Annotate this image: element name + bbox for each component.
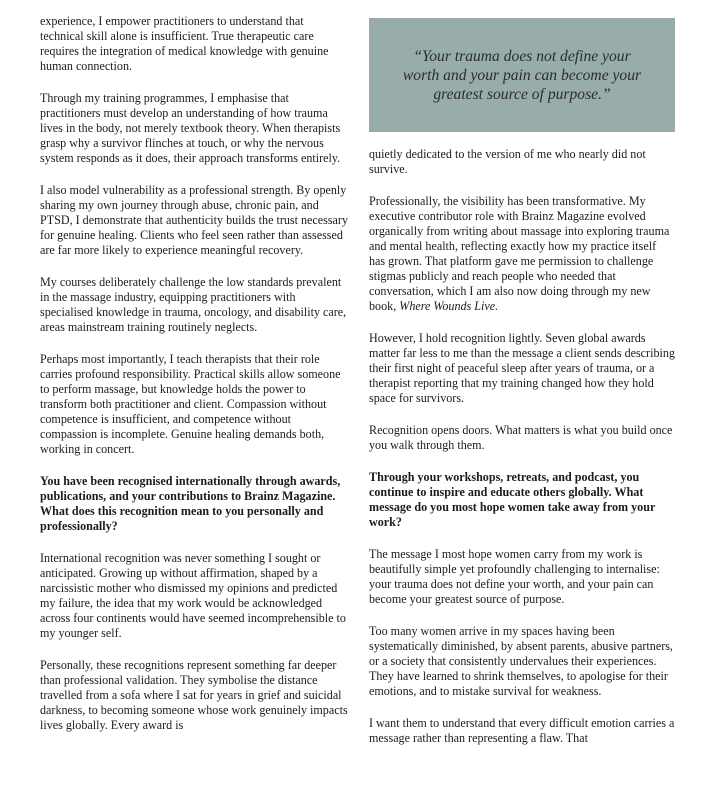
interview-question: You have been recognised internationally through awards, publications, and your contributions to Brainz Magazine. What does this recognition mean to you personally and professionally?: [40, 474, 341, 533]
paragraph: International recognition was never something I sought or anticipated. Growing up without affirmation, shaped by a narcissistic mother who dismissed my opinions and predicted my failure, the idea that my work would be acknowledged across four continents would have seemed incomprehensible to my younger self.: [40, 551, 346, 640]
paragraph: The message I most hope women carry from my work is beautifully simple yet profoundly challenging to internalise: your trauma does not define your worth, and your pain can become your greatest source of purpose.: [369, 547, 660, 606]
paragraph: Perhaps most importantly, I teach therapists that their role carries profound responsibility. Practical skills allow someone to perform massage, but knowledge holds the power to transform both practitioner and client. Compassion without competence is insufficient, and competence without compassion is incomplete. Genuine healing demands both, working in concert.: [40, 352, 341, 456]
interview-question: Through your workshops, retreats, and podcast, you continue to inspire and educate others globally. What message do you most hope women take away from your work?: [369, 470, 656, 529]
paragraph: I also model vulnerability as a professional strength. By openly sharing my own journey through abuse, chronic pain, and PTSD, I demonstrate that authenticity builds the trust necessary for genuine healing. Clients who feel seen rather than assessed are far more likely to experience meaningful recovery.: [40, 183, 348, 257]
paragraph: Too many women arrive in my spaces having been systematically diminished, by absent parents, abusive partners, or a society that consistently undervalues their experiences. They have learned to shrink themselves, to apologise for their emotions, and to mistake survival for weakness.: [369, 624, 673, 698]
paragraph: However, I hold recognition lightly. Seven global awards matter far less to me than the message a client sends describing their first night of peaceful sleep after years of trauma, or a therapist reporting that my training changed how they hold space for survivors.: [369, 331, 675, 405]
right-column: [369, 18, 675, 763]
paragraph-text: Professionally, the visibility has been transformative. My executive contributor role with Brainz Magazine evolved organically from writing about massage into exploring trauma and mental health, reflecting exactly how my practice itself has grown. That platform gave me permission to challenge stigmas publicly and reach people who needed that conversation, which I am also now doing through my new book,: [369, 194, 670, 313]
book-title: Where Wounds Live.: [399, 299, 499, 313]
pull-quote: [369, 18, 675, 132]
paragraph: I want them to understand that every difficult emotion carries a message rather than representing a flaw. That: [369, 716, 675, 745]
left-column: [40, 14, 348, 750]
paragraph: experience, I empower practitioners to understand that technical skill alone is insufficient. True therapeutic care requires the integration of medical knowledge with genuine human connection.: [40, 14, 329, 73]
paragraph: My courses deliberately challenge the low standards prevalent in the massage industry, equipping practitioners with specialised knowledge in trauma, oncology, and disability care, areas mainstream training routinely neglects.: [40, 275, 347, 334]
paragraph: Through my training programmes, I emphasise that practitioners must develop an understanding of how trauma lives in the body, not merely textbook theory. When therapists grasp why a survivor flinches at touch, or why the nervous system responds as it does, their approach transforms entirely.: [40, 91, 341, 165]
paragraph: Personally, these recognitions represent something far deeper than professional validation. They symbolise the distance travelled from a sofa where I sat for years in grief and suicidal darkness, to becoming someone whose work genuinely impacts lives globally. Every award is: [40, 658, 348, 732]
pull-quote-text: “Your trauma does not define your worth and your pain can become your greatest source of purpose.”: [402, 47, 642, 103]
paragraph: [369, 194, 675, 314]
paragraph: Recognition opens doors. What matters is what you build once you walk through them.: [369, 423, 673, 452]
paragraph: quietly dedicated to the version of me who nearly did not survive.: [369, 147, 646, 176]
